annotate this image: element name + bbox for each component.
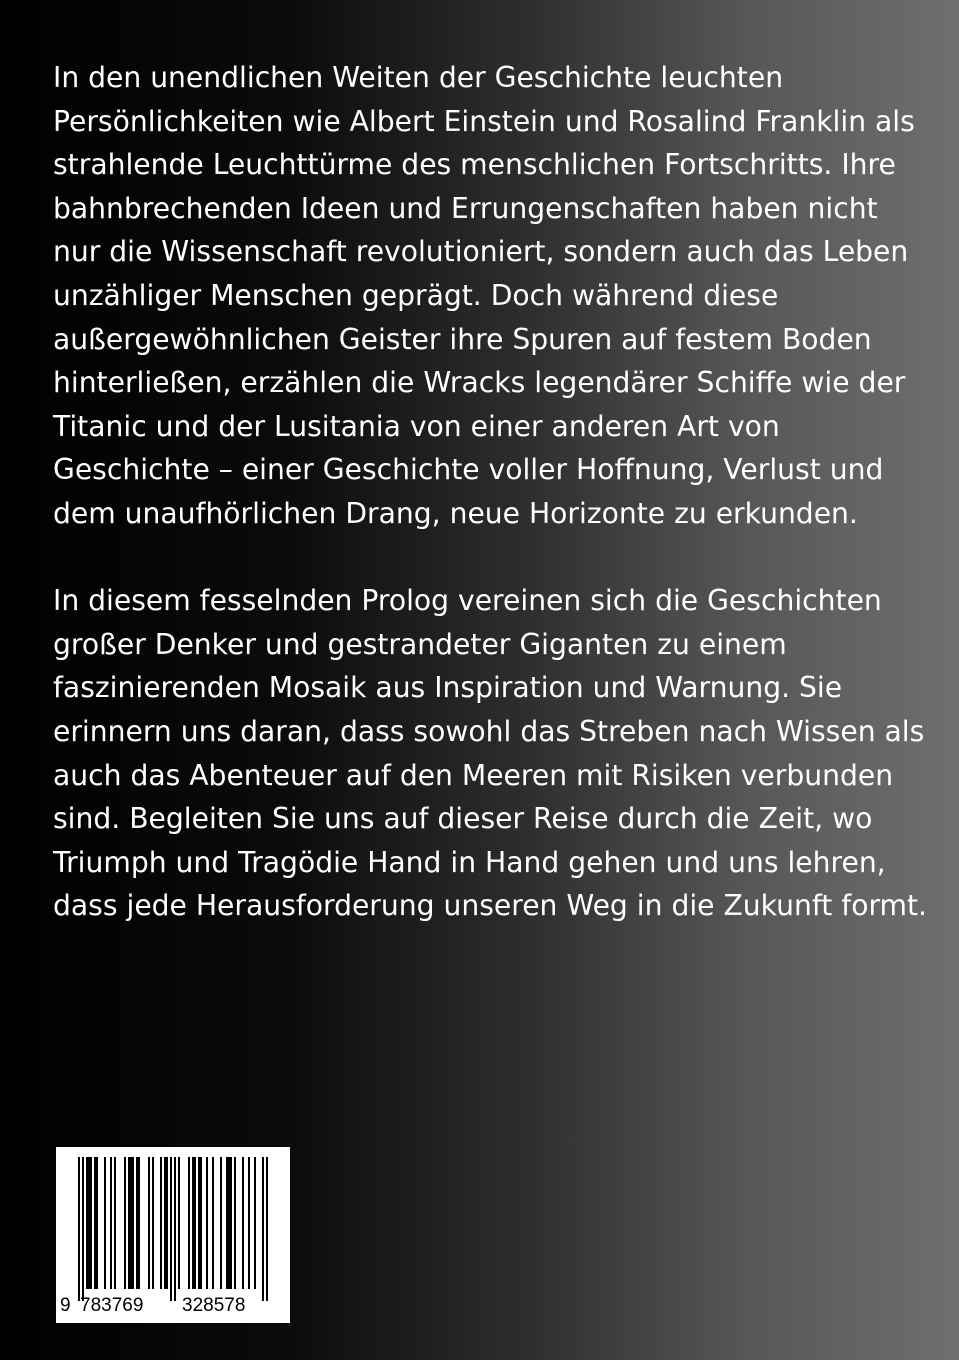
barcode-bar-16 [178, 1157, 180, 1289]
barcode-bar-18 [192, 1157, 196, 1289]
barcode-bar-15 [174, 1157, 176, 1301]
isbn-right-group: 328578 [182, 1295, 246, 1316]
isbn-left-group: 783769 [80, 1295, 144, 1316]
barcode-bar-8 [128, 1157, 134, 1289]
barcode-bar-11 [152, 1157, 154, 1289]
barcode-bar-17 [188, 1157, 190, 1289]
barcode-bar-27 [254, 1157, 256, 1289]
barcode-bar-26 [248, 1157, 250, 1289]
barcode-bar-4 [104, 1157, 106, 1289]
barcode-bar-10 [148, 1157, 150, 1289]
barcode-bar-9 [136, 1157, 140, 1289]
barcode-image [56, 1147, 290, 1323]
barcode-bar-12 [160, 1157, 162, 1289]
barcode-bar-1 [82, 1157, 84, 1301]
barcode-bar-19 [198, 1157, 202, 1289]
barcode-bar-7 [124, 1157, 126, 1289]
barcode-bars [78, 1157, 268, 1301]
barcode-bar-14 [170, 1157, 172, 1301]
blurb-text [53, 56, 933, 928]
blurb-paragraph-1: In den unendlichen Weiten der Geschichte leuchten Persönlichkeiten wie Albert Einstein und Rosalind Franklin als strahlende Leuchttürme des menschlichen Fortschritts. Ihre bahnbrechenden Ideen und Errungenschaften haben nicht nur die Wissenschaft revolutioniert, sondern auch das Leben unzähliger Menschen geprägt. Doch während diese außergewöhnlichen Geister ihre Spuren auf festem Boden hinterließen, erzählen die Wracks legendärer Schiffe wie der Titanic und der Lusitania von einer anderen Art von Geschichte – einer Geschichte voller Hoffnung, Verlust und dem unaufhörlichen Drang, neue Horizonte zu erkunden. [53, 61, 915, 530]
barcode-bar-23 [226, 1157, 232, 1289]
barcode-bar-3 [94, 1157, 98, 1289]
barcode-bar-0 [78, 1157, 80, 1301]
barcode-bar-13 [164, 1157, 168, 1289]
barcode-bar-29 [266, 1157, 268, 1301]
barcode-bar-20 [206, 1157, 208, 1289]
barcode-bar-5 [110, 1157, 112, 1289]
barcode-bar-25 [242, 1157, 244, 1289]
barcode-bar-22 [220, 1157, 222, 1289]
barcode-bar-28 [262, 1157, 264, 1301]
barcode-bar-21 [212, 1157, 214, 1289]
barcode-bar-24 [234, 1157, 236, 1289]
blurb-paragraph-2: In diesem fesselnden Prolog vereinen sich die Geschichten großer Denker und gestrandeter Giganten zu einem faszinierenden Mosaik aus Inspiration und Warnung. Sie erinnern uns daran, dass sowohl das Streben nach Wissen als auch das Abenteuer auf den Meeren mit Risiken verbunden sind. Begleiten Sie uns auf dieser Reise durch die Zeit, wo Triumph und Tragödie Hand in Hand gehen und uns lehren, dass jede Herausforderung unseren Weg in die Zukunft formt. [53, 584, 928, 923]
barcode-bar-2 [86, 1157, 92, 1289]
isbn-first-digit: 9 [60, 1295, 71, 1316]
barcode-bar-6 [114, 1157, 116, 1289]
isbn-barcode [56, 1147, 290, 1323]
